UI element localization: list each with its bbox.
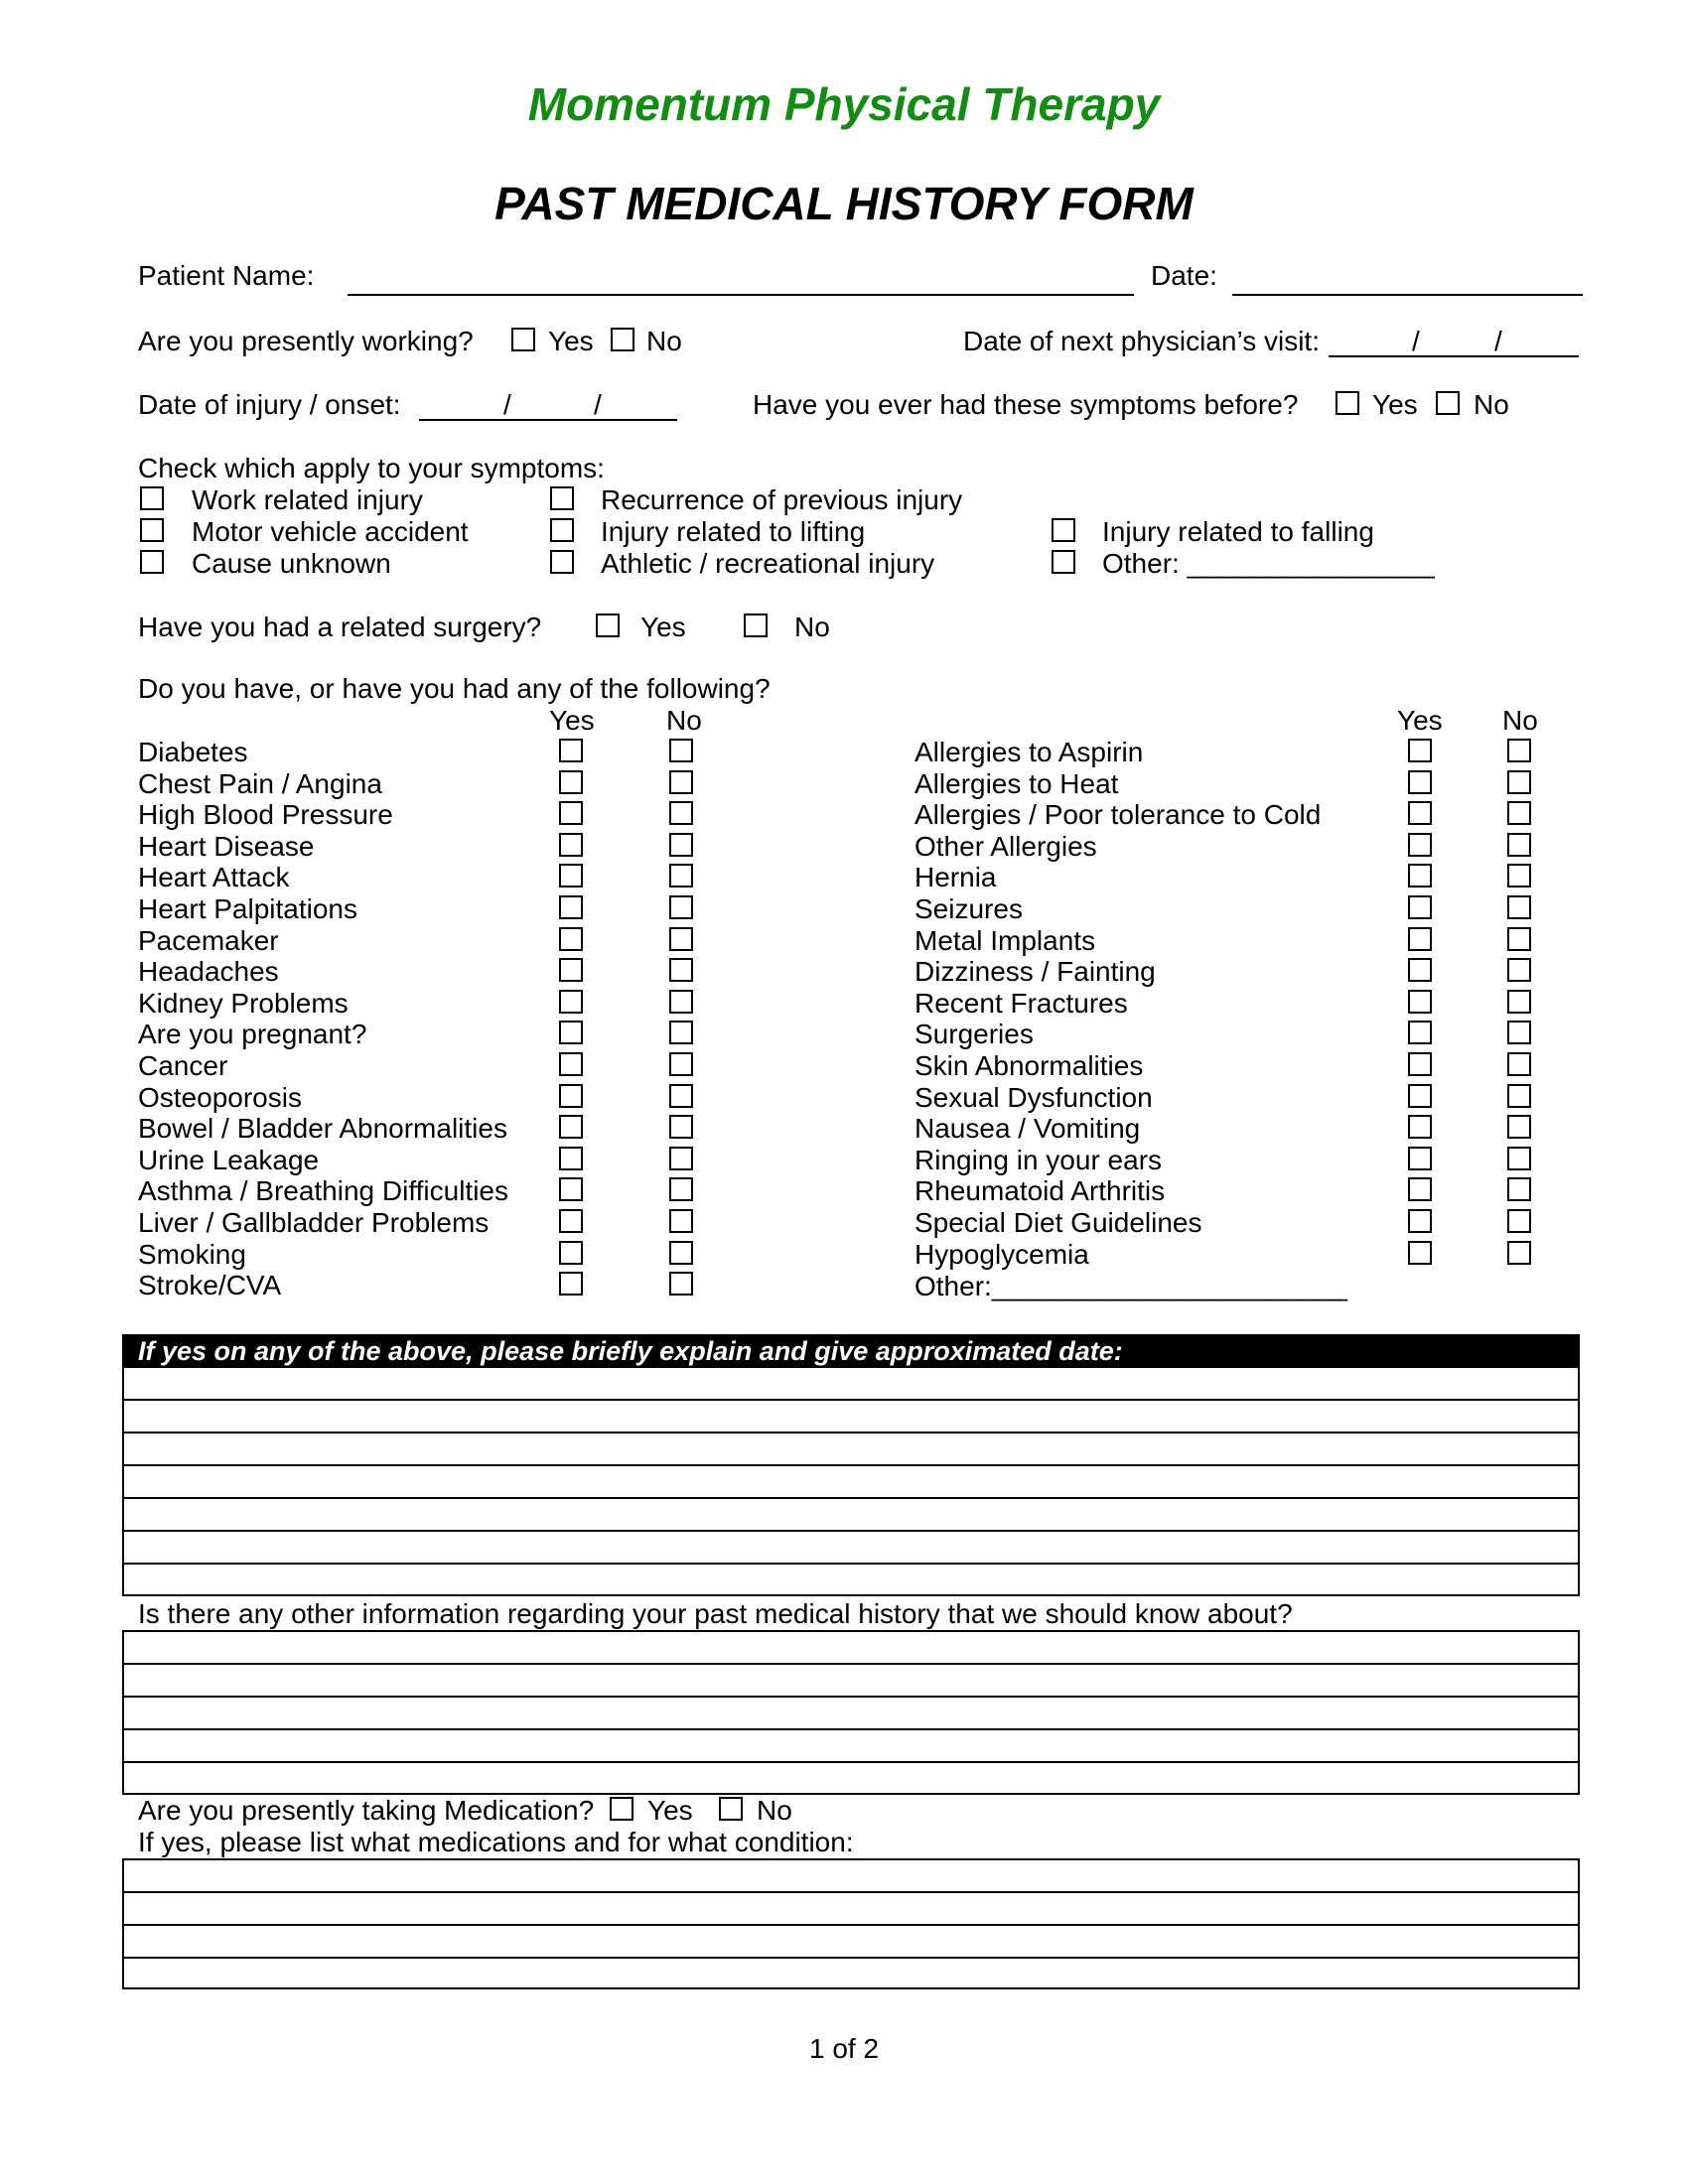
page-number: 1 of 2 bbox=[808, 2033, 880, 2064]
condition-label: Bowel / Bladder Abnormalities bbox=[138, 1113, 507, 1144]
falling-label: Injury related to falling bbox=[1102, 516, 1374, 547]
condition-yes-checkbox[interactable] bbox=[559, 990, 583, 1014]
surgery-no-label: No bbox=[794, 612, 830, 642]
next-visit-label: Date of next physician’s visit: bbox=[963, 326, 1320, 356]
condition-yes-checkbox[interactable] bbox=[1408, 739, 1432, 762]
condition-no-checkbox[interactable] bbox=[669, 1115, 693, 1139]
condition-label: Smoking bbox=[138, 1239, 246, 1270]
condition-no-checkbox[interactable] bbox=[1507, 1177, 1531, 1201]
condition-label: Rheumatoid Arthritis bbox=[914, 1175, 1166, 1206]
condition-no-checkbox[interactable] bbox=[1507, 833, 1531, 857]
injury-onset-sep-1: / bbox=[503, 389, 511, 420]
condition-yes-checkbox[interactable] bbox=[559, 833, 583, 857]
condition-label: Diabetes bbox=[138, 737, 248, 767]
condition-yes-checkbox[interactable] bbox=[559, 801, 583, 825]
recurrence-checkbox[interactable] bbox=[550, 486, 574, 510]
condition-yes-checkbox[interactable] bbox=[559, 1052, 583, 1076]
condition-no-checkbox[interactable] bbox=[669, 1241, 693, 1265]
condition-no-checkbox[interactable] bbox=[1507, 958, 1531, 982]
condition-label: High Blood Pressure bbox=[138, 799, 393, 830]
condition-label: Kidney Problems bbox=[138, 988, 349, 1019]
next-visit-field[interactable] bbox=[1329, 355, 1579, 357]
surgery-no-checkbox[interactable] bbox=[744, 614, 768, 637]
symptoms-before-yes-checkbox[interactable] bbox=[1336, 391, 1359, 415]
symptoms-before-yes-label: Yes bbox=[1372, 389, 1418, 420]
cause-unknown-checkbox[interactable] bbox=[140, 550, 164, 574]
condition-no-checkbox[interactable] bbox=[1507, 739, 1531, 762]
condition-no-checkbox[interactable] bbox=[669, 927, 693, 951]
working-question: Are you presently working? bbox=[138, 326, 474, 356]
condition-yes-checkbox[interactable] bbox=[1408, 864, 1432, 887]
condition-no-checkbox[interactable] bbox=[1507, 990, 1531, 1014]
explain-header-bar: If yes on any of the above, please briefly explain and give approximated date: bbox=[122, 1334, 1580, 1368]
other-info-lines[interactable] bbox=[122, 1630, 1580, 1795]
condition-no-checkbox[interactable] bbox=[669, 990, 693, 1014]
conditions-heading: Do you have, or have you had any of the following? bbox=[138, 673, 771, 704]
next-visit-sep-2: / bbox=[1494, 326, 1502, 356]
lifting-label: Injury related to lifting bbox=[601, 516, 866, 547]
condition-yes-checkbox[interactable] bbox=[559, 1272, 583, 1296]
condition-label: Dizziness / Fainting bbox=[914, 956, 1156, 987]
condition-yes-checkbox[interactable] bbox=[1408, 833, 1432, 857]
condition-label: Metal Implants bbox=[914, 925, 1096, 956]
condition-yes-checkbox[interactable] bbox=[1408, 895, 1432, 919]
lifting-checkbox[interactable] bbox=[550, 518, 574, 542]
working-yes-label: Yes bbox=[548, 326, 594, 356]
condition-no-checkbox[interactable] bbox=[1507, 1021, 1531, 1044]
left-yes-header: Yes bbox=[549, 705, 595, 736]
work-related-label: Work related injury bbox=[192, 484, 423, 515]
falling-checkbox[interactable] bbox=[1052, 518, 1075, 542]
condition-yes-checkbox[interactable] bbox=[559, 895, 583, 919]
injury-onset-field[interactable] bbox=[419, 419, 677, 421]
condition-yes-checkbox[interactable] bbox=[1408, 1021, 1432, 1044]
condition-no-checkbox[interactable] bbox=[1507, 1052, 1531, 1076]
next-visit-sep-1: / bbox=[1412, 326, 1420, 356]
condition-label: Urine Leakage bbox=[138, 1145, 320, 1175]
medication-no-label: No bbox=[757, 1795, 792, 1826]
condition-label: Cancer bbox=[138, 1050, 228, 1081]
condition-yes-checkbox[interactable] bbox=[1408, 1084, 1432, 1108]
medication-list-prompt: If yes, please list what medications and for what condition: bbox=[138, 1827, 854, 1857]
condition-label: Pacemaker bbox=[138, 925, 279, 956]
condition-no-checkbox[interactable] bbox=[1507, 1209, 1531, 1233]
condition-other-label: Other:_______________________ bbox=[914, 1271, 1347, 1301]
condition-no-checkbox[interactable] bbox=[1507, 770, 1531, 794]
condition-no-checkbox[interactable] bbox=[669, 739, 693, 762]
condition-label: Nausea / Vomiting bbox=[914, 1113, 1141, 1144]
condition-yes-checkbox[interactable] bbox=[559, 1241, 583, 1265]
condition-label: Hernia bbox=[914, 862, 997, 892]
condition-label: Surgeries bbox=[914, 1019, 1034, 1049]
date-input[interactable] bbox=[1232, 260, 1583, 296]
condition-no-checkbox[interactable] bbox=[669, 1209, 693, 1233]
injury-onset-sep-2: / bbox=[594, 389, 602, 420]
condition-label: Sexual Dysfunction bbox=[914, 1082, 1153, 1113]
medication-yes-checkbox[interactable] bbox=[610, 1797, 633, 1821]
other-info-question: Is there any other information regarding your past medical history that we should know about? bbox=[138, 1598, 1293, 1629]
motor-vehicle-checkbox[interactable] bbox=[140, 518, 164, 542]
condition-no-checkbox[interactable] bbox=[1507, 1241, 1531, 1265]
condition-label: Ringing in your ears bbox=[914, 1145, 1163, 1175]
date-label: Date: bbox=[1151, 260, 1217, 291]
right-yes-header: Yes bbox=[1397, 705, 1443, 736]
condition-yes-checkbox[interactable] bbox=[559, 1209, 583, 1233]
condition-label: Osteoporosis bbox=[138, 1082, 302, 1113]
condition-yes-checkbox[interactable] bbox=[1408, 1115, 1432, 1139]
condition-label: Special Diet Guidelines bbox=[914, 1207, 1202, 1238]
medication-no-checkbox[interactable] bbox=[719, 1797, 743, 1821]
condition-yes-checkbox[interactable] bbox=[1408, 958, 1432, 982]
condition-label: Recent Fractures bbox=[914, 988, 1128, 1019]
condition-yes-checkbox[interactable] bbox=[559, 1177, 583, 1201]
working-no-checkbox[interactable] bbox=[611, 328, 634, 351]
condition-label: Stroke/CVA bbox=[138, 1270, 282, 1300]
condition-no-checkbox[interactable] bbox=[669, 1177, 693, 1201]
condition-no-checkbox[interactable] bbox=[669, 864, 693, 887]
condition-no-checkbox[interactable] bbox=[669, 1052, 693, 1076]
condition-yes-checkbox[interactable] bbox=[1408, 1241, 1432, 1265]
working-no-label: No bbox=[646, 326, 682, 356]
condition-label: Chest Pain / Angina bbox=[138, 768, 382, 799]
condition-no-checkbox[interactable] bbox=[669, 1147, 693, 1170]
condition-yes-checkbox[interactable] bbox=[1408, 1209, 1432, 1233]
athletic-label: Athletic / recreational injury bbox=[601, 548, 935, 579]
symptoms-before-no-checkbox[interactable] bbox=[1436, 391, 1460, 415]
condition-label: Liver / Gallbladder Problems bbox=[138, 1207, 490, 1238]
condition-yes-checkbox[interactable] bbox=[559, 927, 583, 951]
condition-no-checkbox[interactable] bbox=[669, 1021, 693, 1044]
condition-no-checkbox[interactable] bbox=[669, 958, 693, 982]
condition-label: Allergies to Heat bbox=[914, 768, 1119, 799]
injury-onset-label: Date of injury / onset: bbox=[138, 389, 401, 420]
motor-vehicle-label: Motor vehicle accident bbox=[192, 516, 469, 547]
condition-no-checkbox[interactable] bbox=[1507, 1147, 1531, 1170]
explain-lines[interactable] bbox=[122, 1366, 1580, 1596]
surgery-yes-checkbox[interactable] bbox=[596, 614, 620, 637]
condition-no-checkbox[interactable] bbox=[669, 833, 693, 857]
condition-yes-checkbox[interactable] bbox=[559, 739, 583, 762]
clinic-name: Momentum Physical Therapy bbox=[527, 78, 1161, 130]
left-no-header: No bbox=[666, 705, 702, 736]
working-yes-checkbox[interactable] bbox=[511, 328, 535, 351]
condition-label: Are you pregnant? bbox=[138, 1019, 367, 1049]
athletic-checkbox[interactable] bbox=[550, 550, 574, 574]
condition-label: Seizures bbox=[914, 893, 1023, 924]
symptoms-before-no-label: No bbox=[1474, 389, 1509, 420]
symptom-other-checkbox[interactable] bbox=[1052, 550, 1075, 574]
condition-label: Allergies / Poor tolerance to Cold bbox=[914, 799, 1322, 830]
condition-label: Heart Attack bbox=[138, 862, 290, 892]
condition-no-checkbox[interactable] bbox=[1507, 801, 1531, 825]
patient-name-label: Patient Name: bbox=[138, 260, 315, 291]
condition-yes-checkbox[interactable] bbox=[559, 770, 583, 794]
condition-label: Headaches bbox=[138, 956, 279, 987]
surgery-question: Have you had a related surgery? bbox=[138, 612, 542, 642]
form-title: PAST MEDICAL HISTORY FORM bbox=[494, 178, 1194, 229]
condition-no-checkbox[interactable] bbox=[1507, 1084, 1531, 1108]
condition-label: Asthma / Breathing Difficulties bbox=[138, 1175, 508, 1206]
medication-question: Are you presently taking Medication? bbox=[138, 1795, 595, 1826]
condition-yes-checkbox[interactable] bbox=[559, 1021, 583, 1044]
condition-no-checkbox[interactable] bbox=[1507, 927, 1531, 951]
condition-yes-checkbox[interactable] bbox=[1408, 990, 1432, 1014]
condition-label: Skin Abnormalities bbox=[914, 1050, 1144, 1081]
condition-yes-checkbox[interactable] bbox=[1408, 1052, 1432, 1076]
condition-no-checkbox[interactable] bbox=[669, 1272, 693, 1296]
condition-no-checkbox[interactable] bbox=[669, 770, 693, 794]
condition-yes-checkbox[interactable] bbox=[559, 1147, 583, 1170]
patient-name-input[interactable] bbox=[348, 260, 1134, 296]
condition-label: Other Allergies bbox=[914, 831, 1097, 862]
condition-yes-checkbox[interactable] bbox=[1408, 770, 1432, 794]
condition-label: Heart Palpitations bbox=[138, 893, 358, 924]
right-no-header: No bbox=[1502, 705, 1538, 736]
condition-yes-checkbox[interactable] bbox=[559, 1115, 583, 1139]
condition-no-checkbox[interactable] bbox=[1507, 895, 1531, 919]
condition-yes-checkbox[interactable] bbox=[559, 1084, 583, 1108]
condition-no-checkbox[interactable] bbox=[1507, 864, 1531, 887]
condition-yes-checkbox[interactable] bbox=[1408, 1177, 1432, 1201]
symptoms-heading: Check which apply to your symptoms: bbox=[138, 453, 605, 483]
condition-no-checkbox[interactable] bbox=[669, 895, 693, 919]
condition-label: Allergies to Aspirin bbox=[914, 737, 1144, 767]
recurrence-label: Recurrence of previous injury bbox=[601, 484, 963, 515]
symptom-other-label: Other: ________________ bbox=[1102, 548, 1435, 579]
condition-no-checkbox[interactable] bbox=[669, 1084, 693, 1108]
condition-label: Hypoglycemia bbox=[914, 1239, 1089, 1270]
work-related-checkbox[interactable] bbox=[140, 486, 164, 510]
condition-yes-checkbox[interactable] bbox=[559, 864, 583, 887]
medication-yes-label: Yes bbox=[647, 1795, 693, 1826]
condition-no-checkbox[interactable] bbox=[1507, 1115, 1531, 1139]
condition-yes-checkbox[interactable] bbox=[1408, 801, 1432, 825]
medication-lines[interactable] bbox=[122, 1858, 1580, 1989]
cause-unknown-label: Cause unknown bbox=[192, 548, 391, 579]
condition-no-checkbox[interactable] bbox=[669, 801, 693, 825]
condition-yes-checkbox[interactable] bbox=[559, 958, 583, 982]
surgery-yes-label: Yes bbox=[640, 612, 686, 642]
condition-label: Heart Disease bbox=[138, 831, 315, 862]
condition-yes-checkbox[interactable] bbox=[1408, 1147, 1432, 1170]
symptoms-before-question: Have you ever had these symptoms before? bbox=[753, 389, 1299, 420]
condition-yes-checkbox[interactable] bbox=[1408, 927, 1432, 951]
